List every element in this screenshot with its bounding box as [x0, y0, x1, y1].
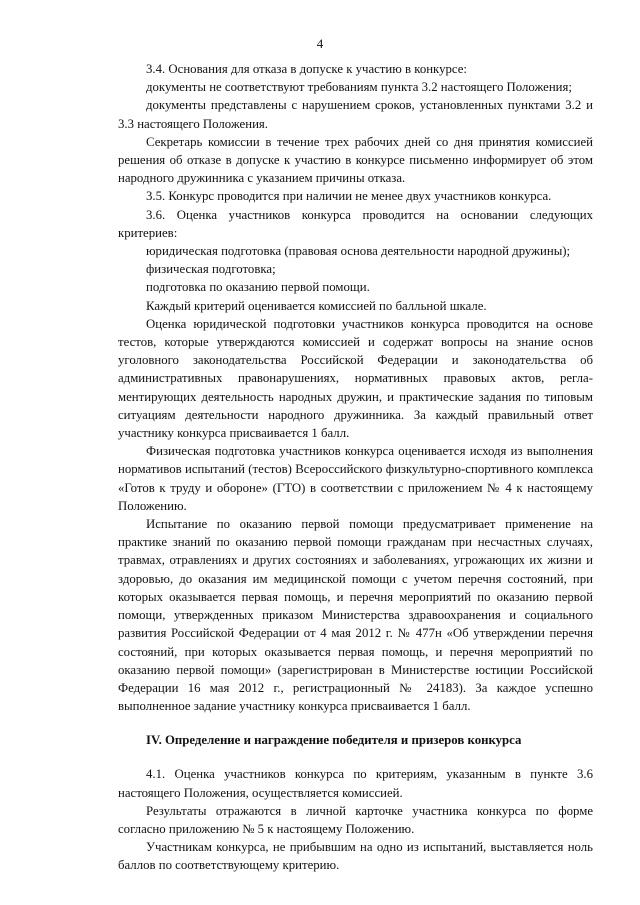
section-heading: IV. Определение и награждение победителя и призеров конкурса: [146, 733, 522, 748]
paragraph-physical-assessment: Физическая подготовка участников конкурса оценивается исходя из выполнения нормативов испытаний (тестов) Всероссийского физкультурно-спортивного комплекса «Готов к труду и обороне» (ГТО) в соответствии с приложением № 4 к настоящему Положению.: [118, 444, 593, 513]
paragraph-first-aid-assessment: Испытание по оказанию первой помощи предусматривает применение на практике знаний по оказанию первой помощи гражданам при несчастных случаях, травмах, отравлениях и других состояниях и заболеваниях, угрожающих их жизни и здоровью, до оказания им медицинской помощи с учетом перечня состояний, при которых оказывается первая помощь, и перечня мероприятий по оказанию первой помощи, утвержденных приказом Министерства здравоохранения и социального развития Российской Федерации от 4 мая 2012 г. № 477н «Об утверждении перечня состояний, при которых оказывается первая помощь, и перечня мероприятий по оказанию первой помощи» (зарегистрирован в Министерстве юстиции Российской Федерации 16 мая 2012 г., регистрационный № 24183). За каждое успешно выполненное задание участнику конкурса присваивается 1 балл.: [118, 517, 593, 714]
paragraph-results: Результаты отражаются в личной карточке участника конкурса по форме согласно приложению № 5 к настоящему Положению.: [118, 803, 593, 836]
paragraph-4-1: 4.1. Оценка участников конкурса по критериям, указанным в пункте 3.6 настоящего Положения, осуществляется комиссией.: [118, 767, 593, 800]
paragraph-criterion-first-aid: подготовка по оказанию первой помощи.: [146, 280, 370, 295]
paragraph-absent: Участникам конкурса, не прибывшим на одно из испытаний, выставляется ноль баллов по соответствующему критерию.: [118, 840, 593, 873]
paragraph-criterion-physical: физическая подготовка;: [146, 262, 276, 277]
paragraph-3-5: 3.5. Конкурс проводится при наличии не менее двух участников конкурса.: [146, 189, 552, 204]
page-number: 4: [316, 36, 324, 51]
paragraph-reason-1: документы не соответствуют требованиям пункта 3.2 настоящего Положения;: [146, 80, 572, 95]
paragraph-scoring: Каждый критерий оценивается комиссией по балльной шкале.: [146, 298, 487, 313]
paragraph-3-4: 3.4. Основания для отказа в допуске к участию в конкурсе:: [146, 62, 467, 76]
paragraph-3-6: 3.6. Оценка участников конкурса проводится на основании следующих критериев:: [118, 207, 593, 240]
paragraph-criterion-legal: юридическая подготовка (правовая основа деятельности народной дружины);: [146, 244, 571, 259]
paragraph-reason-2: документы представлены с нарушением сроков, установленных пунктами 3.2 и 3.3 настоящего Положения.: [118, 98, 593, 131]
document-body: [118, 60, 593, 875]
paragraph-secretary: Секретарь комиссии в течение трех рабочих дней со дня принятия комиссией решения об отказе в допуске к участию в конкурсе письменно информирует об этом народного дружинника с указанием причины отказа.: [118, 134, 593, 186]
paragraph-legal-assessment: Оценка юридической подготовки участников конкурса проводится на основе тестов, которые утверждаются комиссией и содержат вопросы на знание основ уголовного законодательства Российской Федерации и законодательства об административных правонарушениях, нормативных правовых актов, регламентирующих деятельность народных дружин, и практические задания по типовым ситуациям деятельности народного дружинника. За каждый правильный ответ участнику конкурса присваивается 1 балл.: [118, 316, 593, 441]
